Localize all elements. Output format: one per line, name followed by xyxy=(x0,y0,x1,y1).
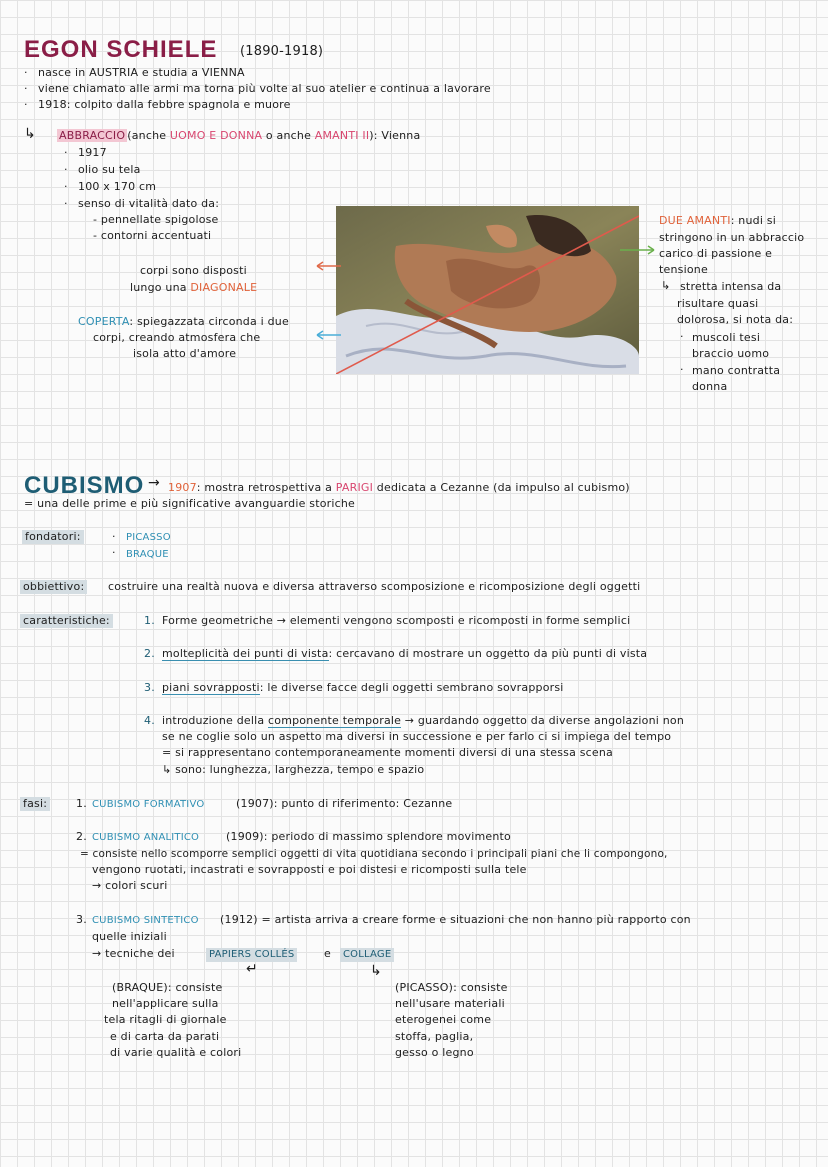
goal-text: costruire una realtà nuova e diversa attraverso scomposizione e ricomposizione degli oggetti xyxy=(108,580,641,593)
lovers-line-2: stringono in un abbraccio xyxy=(659,231,805,244)
strong-b2-2: donna xyxy=(692,380,728,393)
f4-num: 4. xyxy=(144,714,155,727)
braque-line-3: tela ritagli di giornale xyxy=(104,1013,227,1026)
bullet-marker: · xyxy=(680,363,684,376)
strong-b1-2: braccio uomo xyxy=(692,347,770,360)
p2-num: 2. xyxy=(76,830,87,843)
p1-name: CUBISMO FORMATIVO xyxy=(92,799,205,810)
p3-num: 3. xyxy=(76,913,87,926)
f1-text: Forme geometriche → elementi vengono scomposti e ricomposti in forme semplici xyxy=(162,614,631,627)
bullet-marker: · xyxy=(24,66,28,79)
arrow-right-icon xyxy=(618,244,658,256)
p1-text: (1907): punto di riferimento: Cezanne xyxy=(236,797,453,810)
p2-line-1: = consiste nello scomporre semplici oggetti di vita quotidiana secondo i principali piani che li compongono, xyxy=(80,848,668,860)
p3-and: e xyxy=(324,947,331,960)
arrow-down-icon: ↵ xyxy=(246,961,258,977)
cover-line-3: isola atto d'amore xyxy=(133,347,237,360)
p2-line-2: vengono ruotati, incastrati e sovrapposti e poi distesi e ricomposti sulla tele xyxy=(92,863,527,876)
lovers-line-3: carico di passione e xyxy=(659,247,773,260)
fact-medium: olio su tela xyxy=(78,163,141,176)
work-title-line: ABBRACCIO (anche UOMO E DONNA o anche AMANTI II): Vienna xyxy=(59,129,421,142)
p2-text: (1909): periodo di massimo splendore movimento xyxy=(226,830,511,843)
founder-picasso: PICASSO xyxy=(126,532,171,543)
fact-size: 100 x 170 cm xyxy=(78,180,157,193)
lovers-line-1: DUE AMANTI: nudi si xyxy=(659,214,776,227)
bullet-marker: · xyxy=(64,180,68,193)
arrow-left-icon xyxy=(313,260,343,272)
cover-line-2: corpi, creando atmosfera che xyxy=(93,331,261,344)
vitality-2: - contorni accentuati xyxy=(93,229,212,242)
arrow-icon: ↳ xyxy=(24,126,36,142)
diagonal-line xyxy=(336,206,639,374)
schiele-bullet-2: viene chiamato alle armi ma torna più volte al suo atelier e continua a lavorare xyxy=(38,82,491,95)
picasso-line-5: gesso o legno xyxy=(395,1046,474,1059)
papiers-colles: PAPIERS COLLÉS xyxy=(206,948,297,962)
f4-line-2: se ne coglie solo un aspetto ma diversi in successione e per farlo ci si impiega del tempo xyxy=(162,730,672,743)
bullet-marker: · xyxy=(112,546,116,559)
bullet-marker: · xyxy=(64,146,68,159)
collage: COLLAGE xyxy=(340,948,394,962)
bullet-marker: · xyxy=(24,98,28,111)
picasso-line-2: nell'usare materiali xyxy=(395,997,505,1010)
cubismo-title: CUBISMO xyxy=(24,472,145,499)
braque-line-2: nell'applicare sulla xyxy=(112,997,219,1010)
fact-vitality: senso di vitalità dato da: xyxy=(78,197,220,210)
p2-name: CUBISMO ANALITICO xyxy=(92,832,200,843)
braque-line-5: di varie qualità e colori xyxy=(110,1046,242,1059)
fact-year: 1917 xyxy=(78,146,107,159)
p3-name: CUBISMO SINTETICO xyxy=(92,915,199,926)
cover-line-1: COPERTA: spiegazzata circonda i due xyxy=(78,315,289,328)
schiele-bullet-3: 1918: colpito dalla febbre spagnola e muore xyxy=(38,98,291,111)
p1-num: 1. xyxy=(76,797,87,810)
goal-label: obbiettivo: xyxy=(20,580,87,594)
bodies-line-2: lungo una DIAGONALE xyxy=(130,281,258,294)
p3-line-2: quelle iniziali xyxy=(92,930,167,943)
f4-line: introduzione della componente temporale → guardando oggetto da diverse angolazioni non xyxy=(162,714,684,727)
phases-label: fasi: xyxy=(20,797,50,811)
p3-tech: → tecniche dei xyxy=(92,947,175,960)
f2-line: molteplicità dei punti di vista: cercavano di mostrare un oggetto da più punti di vista xyxy=(162,647,648,660)
arrow-icon: ↳ xyxy=(370,963,382,979)
strong-b2-1: mano contratta xyxy=(692,364,781,377)
f4-line-3: = si rappresentano contemporaneamente momenti diversi di una stessa scena xyxy=(162,746,614,759)
arrow-icon: ↳ xyxy=(661,279,671,292)
founders-label: fondatori: xyxy=(22,530,84,544)
picasso-line-4: stoffa, paglia, xyxy=(395,1030,474,1043)
strong-line-1: stretta intensa da xyxy=(680,280,782,293)
f2-num: 2. xyxy=(144,647,155,660)
bullet-marker: · xyxy=(64,163,68,176)
schiele-bullet-1: nasce in AUSTRIA e studia a VIENNA xyxy=(38,66,245,79)
strong-line-3: dolorosa, si nota da: xyxy=(677,313,794,326)
f3-num: 3. xyxy=(144,681,155,694)
cubismo-intro: 1907: mostra retrospettiva a PARIGI dedicata a Cezanne (da impulso al cubismo) xyxy=(168,481,630,494)
founder-braque: BRAQUE xyxy=(126,549,169,560)
bullet-marker: · xyxy=(24,82,28,95)
vitality-1: - pennellate spigolose xyxy=(93,213,219,226)
bullet-marker: · xyxy=(64,197,68,210)
f1-num: 1. xyxy=(144,614,155,627)
bodies-line-1: corpi sono disposti xyxy=(140,264,247,277)
lovers-line-4: tensione xyxy=(659,263,708,276)
p3-text: (1912) = artista arriva a creare forme e situazioni che non hanno più rapporto con xyxy=(220,913,691,926)
picasso-line-3: eterogenei come xyxy=(395,1013,492,1026)
features-label: caratteristiche: xyxy=(20,614,113,628)
braque-line-4: e di carta da parati xyxy=(110,1030,220,1043)
arrow-icon: → xyxy=(148,475,160,491)
work-title: ABBRACCIO xyxy=(59,129,126,142)
f4-line-4: ↳ sono: lunghezza, larghezza, tempo e spazio xyxy=(162,763,425,776)
schiele-years: (1890-1918) xyxy=(240,44,324,59)
braque-line-1: (BRAQUE): consiste xyxy=(112,981,223,994)
picasso-line-1: (PICASSO): consiste xyxy=(395,981,508,994)
cubismo-definition: = una delle prime e più significative avanguardie storiche xyxy=(24,497,356,510)
arrow-left-icon xyxy=(313,329,343,341)
bullet-marker: · xyxy=(680,330,684,343)
p2-line-3: → colori scuri xyxy=(92,879,168,892)
f3-line: piani sovrapposti: le diverse facce degli oggetti sembrano sovrapporsi xyxy=(162,681,564,694)
schiele-title: EGON SCHIELE xyxy=(24,36,218,63)
bullet-marker: · xyxy=(112,530,116,543)
strong-b1-1: muscoli tesi xyxy=(692,331,761,344)
strong-line-2: risultare quasi xyxy=(677,297,759,310)
